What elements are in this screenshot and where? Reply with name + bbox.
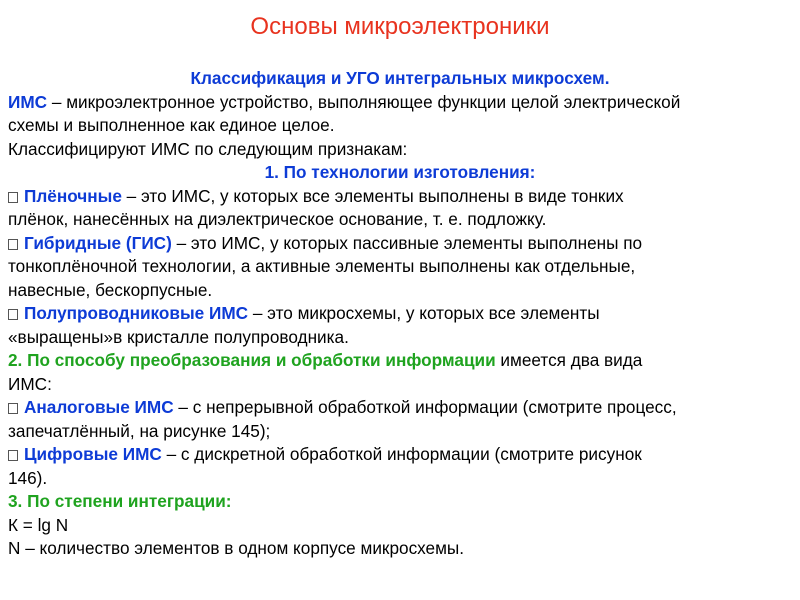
- hybrid-item: [8, 232, 792, 256]
- section-3-heading: 3. По степени интеграции:: [8, 491, 232, 511]
- hybrid-text-1: – это ИМС, у которых пассивные элементы выполнены по: [171, 232, 643, 253]
- classify-line: Классифицируют ИМС по следующим признакам:: [8, 138, 408, 159]
- section-1-heading: 1. По технологии изготовления:: [264, 162, 536, 182]
- semi-term: Полупроводниковые ИМС: [24, 303, 249, 323]
- analog-text-1: – с непрерывной обработкой информации (смотрите процесс,: [173, 397, 677, 417]
- checkbox-square-icon: [8, 450, 18, 461]
- digital-text-2: 146).: [8, 467, 48, 488]
- digital-term: Цифровые ИМС: [24, 444, 162, 464]
- integration-formula: К = lg N: [8, 514, 69, 535]
- checkbox-square-icon: [8, 309, 18, 320]
- subtitle: Классификация и УГО интегральных микросхем.: [190, 68, 610, 88]
- semi-text-2: «выращены»в кристалле полупроводника.: [8, 326, 349, 347]
- ims-definition-1: – микроэлектронное устройство, выполняющее функции целой электрической: [47, 91, 681, 112]
- digital-text-1: – с дискретной обработкой информации (смотрите рисунок: [161, 444, 642, 464]
- hybrid-text-3: навесные, бескорпусные.: [8, 279, 213, 300]
- ims-definition-2: схемы и выполненное как единое целое.: [8, 115, 335, 135]
- semi-item: [8, 302, 792, 326]
- digital-item: [8, 443, 792, 467]
- films-text-2: плёнок, нанесённых на диэлектрическое основание, т. е. подложку.: [8, 209, 547, 229]
- section-2-line-1: [8, 349, 792, 373]
- analog-text-2: запечатлённый, на рисунке 145);: [8, 420, 271, 441]
- ims-term: ИМС: [8, 91, 48, 112]
- hybrid-term: Гибридные (ГИС): [24, 232, 172, 253]
- analog-item: [8, 396, 792, 420]
- analog-term: Аналоговые ИМС: [24, 397, 174, 417]
- checkbox-square-icon: [8, 403, 18, 414]
- checkbox-square-icon: [8, 239, 18, 250]
- hybrid-text-2: тонкоплёночной технологии, а активные элементы выполнены как отдельные,: [8, 256, 636, 276]
- films-term: Плёночные: [24, 185, 122, 206]
- slide-title: Основы микроэлектроники: [250, 13, 550, 40]
- section-2-line-2: ИМС:: [8, 373, 52, 394]
- films-item: [8, 185, 792, 209]
- intro-line-1: [8, 91, 792, 115]
- formula-note: N – количество элементов в одном корпусе микросхемы.: [8, 538, 465, 558]
- checkbox-square-icon: [8, 192, 18, 203]
- semi-text-1: – это микросхемы, у которых все элементы: [248, 303, 600, 323]
- section-2-heading-rest: имеется два вида: [495, 350, 643, 370]
- section-2-heading: 2. По способу преобразования и обработки информации: [8, 350, 496, 370]
- slide-content: [8, 67, 792, 561]
- films-text-1: – это ИМС, у которых все элементы выполнены в виде тонких: [121, 185, 624, 206]
